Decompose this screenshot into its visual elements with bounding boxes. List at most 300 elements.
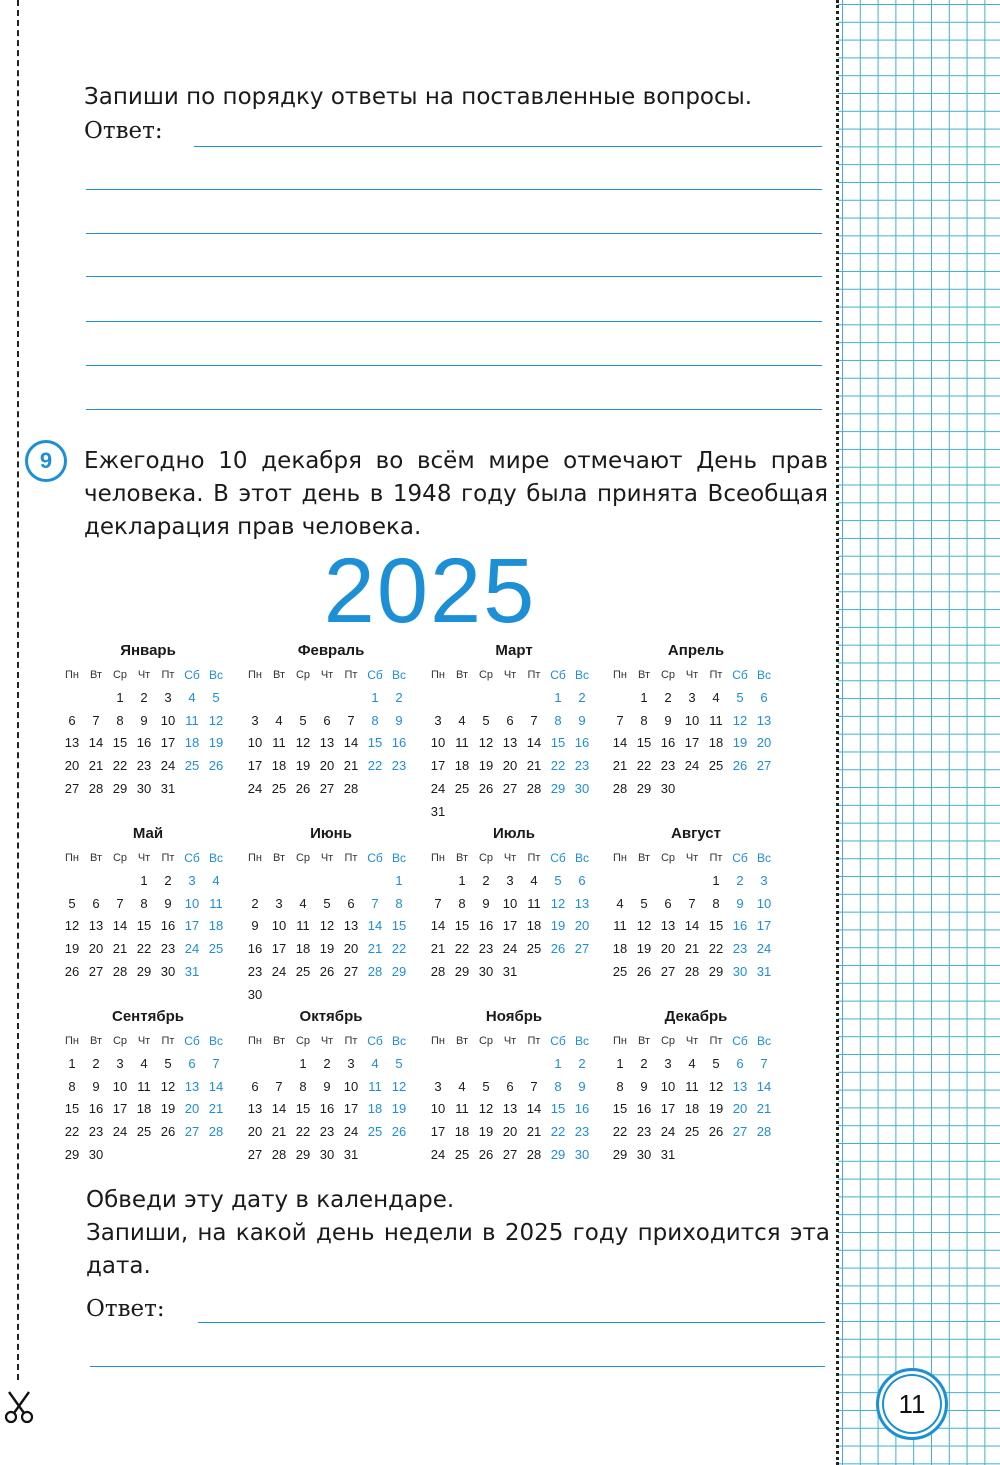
calendar-day[interactable]: 1: [616, 1055, 624, 1071]
calendar-day[interactable]: 9: [92, 1078, 100, 1094]
calendar-day[interactable]: 5: [299, 712, 307, 728]
calendar-day[interactable]: 17: [684, 735, 700, 751]
calendar-day[interactable]: 8: [640, 712, 648, 728]
calendar-day[interactable]: 13: [502, 735, 518, 751]
calendar-day[interactable]: 8: [299, 1078, 307, 1094]
calendar-day[interactable]: 5: [164, 1055, 172, 1071]
calendar-day[interactable]: 5: [323, 895, 331, 911]
calendar-day[interactable]: 30: [88, 1146, 104, 1162]
calendar-day[interactable]: 8: [458, 895, 466, 911]
calendar-day[interactable]: 2: [578, 689, 586, 705]
calendar-day[interactable]: 28: [88, 780, 104, 796]
calendar-day[interactable]: 22: [550, 1124, 566, 1140]
calendar-day[interactable]: 13: [88, 918, 104, 934]
calendar-day[interactable]: 3: [434, 712, 442, 728]
calendar-day[interactable]: 18: [454, 1124, 470, 1140]
calendar-day[interactable]: 30: [478, 963, 494, 979]
calendar-day[interactable]: 20: [184, 1101, 200, 1117]
calendar-day[interactable]: 1: [299, 1055, 307, 1071]
calendar-day[interactable]: 17: [271, 941, 287, 957]
calendar-day[interactable]: 1: [458, 872, 466, 888]
calendar-day[interactable]: 2: [92, 1055, 100, 1071]
calendar-day[interactable]: 26: [732, 758, 748, 774]
calendar-day[interactable]: 30: [160, 963, 176, 979]
task8-answer-line[interactable]: [86, 189, 822, 190]
calendar-day[interactable]: 23: [391, 758, 407, 774]
calendar-day[interactable]: 18: [208, 918, 224, 934]
calendar-day[interactable]: 21: [343, 758, 359, 774]
calendar-day[interactable]: 4: [616, 895, 624, 911]
calendar-day[interactable]: 17: [112, 1101, 128, 1117]
calendar-day[interactable]: 12: [391, 1078, 407, 1094]
calendar-day[interactable]: 28: [526, 1146, 542, 1162]
calendar-day[interactable]: 6: [664, 895, 672, 911]
calendar-day[interactable]: 28: [430, 963, 446, 979]
calendar-day[interactable]: 28: [343, 780, 359, 796]
calendar-day[interactable]: 6: [68, 712, 76, 728]
calendar-day[interactable]: 1: [116, 689, 124, 705]
calendar-day[interactable]: 31: [502, 963, 518, 979]
calendar-day[interactable]: 11: [137, 1078, 151, 1094]
calendar-day[interactable]: 11: [368, 1078, 382, 1094]
calendar-day[interactable]: 29: [136, 963, 152, 979]
calendar-day[interactable]: 22: [367, 758, 383, 774]
calendar-day[interactable]: 18: [184, 735, 200, 751]
calendar-day[interactable]: 8: [712, 895, 720, 911]
task8-answer-line[interactable]: [86, 321, 822, 322]
calendar-day[interactable]: 25: [208, 941, 224, 957]
calendar-day[interactable]: 10: [502, 895, 518, 911]
calendar-day[interactable]: 5: [554, 872, 562, 888]
calendar-day[interactable]: 16: [574, 735, 590, 751]
calendar-day[interactable]: 12: [732, 712, 748, 728]
calendar-day[interactable]: 9: [395, 712, 403, 728]
calendar-day[interactable]: 31: [660, 1146, 676, 1162]
calendar-day[interactable]: 29: [454, 963, 470, 979]
calendar-day[interactable]: 5: [395, 1055, 403, 1071]
calendar-day[interactable]: 18: [295, 941, 311, 957]
calendar-day[interactable]: 21: [526, 758, 542, 774]
calendar-day[interactable]: 17: [247, 758, 263, 774]
task8-answer-line[interactable]: [194, 146, 822, 147]
calendar-day[interactable]: 22: [454, 941, 470, 957]
calendar-day[interactable]: 14: [756, 1078, 772, 1094]
calendar-day[interactable]: 13: [184, 1078, 200, 1094]
calendar-day[interactable]: 26: [64, 963, 80, 979]
calendar-day[interactable]: 29: [550, 1146, 566, 1162]
calendar-day[interactable]: 11: [185, 712, 199, 728]
calendar-day[interactable]: 11: [209, 895, 223, 911]
calendar-day[interactable]: 17: [430, 758, 446, 774]
calendar-day[interactable]: 25: [612, 963, 628, 979]
calendar-day[interactable]: 13: [64, 735, 80, 751]
calendar-day[interactable]: 9: [640, 1078, 648, 1094]
calendar-day[interactable]: 18: [367, 1101, 383, 1117]
calendar-day[interactable]: 13: [756, 712, 772, 728]
calendar-day[interactable]: 6: [578, 872, 586, 888]
calendar-day[interactable]: 31: [430, 803, 446, 819]
calendar-day[interactable]: 19: [708, 1101, 724, 1117]
calendar-day[interactable]: 5: [640, 895, 648, 911]
calendar-day[interactable]: 8: [616, 1078, 624, 1094]
calendar-day[interactable]: 2: [140, 689, 148, 705]
calendar-day[interactable]: 18: [526, 918, 542, 934]
calendar-day[interactable]: 20: [756, 735, 772, 751]
calendar-day[interactable]: 2: [323, 1055, 331, 1071]
calendar-day[interactable]: 9: [664, 712, 672, 728]
calendar-day[interactable]: 9: [736, 895, 744, 911]
calendar-day[interactable]: 11: [455, 735, 469, 751]
calendar-day[interactable]: 22: [391, 941, 407, 957]
calendar-day[interactable]: 24: [430, 780, 446, 796]
calendar-day[interactable]: 24: [756, 941, 772, 957]
calendar-day[interactable]: 29: [64, 1146, 80, 1162]
calendar-day[interactable]: 16: [478, 918, 494, 934]
calendar-day[interactable]: 12: [160, 1078, 176, 1094]
calendar-day[interactable]: 28: [684, 963, 700, 979]
calendar-day[interactable]: 1: [395, 872, 403, 888]
calendar-day[interactable]: 9: [164, 895, 172, 911]
calendar-day[interactable]: 4: [275, 712, 283, 728]
calendar-day[interactable]: 20: [574, 918, 590, 934]
calendar-day[interactable]: 12: [208, 712, 224, 728]
calendar-day[interactable]: 18: [708, 735, 724, 751]
calendar-day[interactable]: 8: [554, 1078, 562, 1094]
calendar-day[interactable]: 13: [343, 918, 359, 934]
calendar-day[interactable]: 18: [271, 758, 287, 774]
calendar-day[interactable]: 5: [736, 689, 744, 705]
calendar-day[interactable]: 11: [613, 918, 627, 934]
calendar-day[interactable]: 30: [636, 1146, 652, 1162]
calendar-day[interactable]: 14: [526, 1101, 542, 1117]
calendar-day[interactable]: 16: [636, 1101, 652, 1117]
calendar-day[interactable]: 3: [188, 872, 196, 888]
task9-answer-line[interactable]: [90, 1366, 825, 1367]
calendar-day[interactable]: 17: [660, 1101, 676, 1117]
calendar-day[interactable]: 4: [530, 872, 538, 888]
calendar-day[interactable]: 19: [636, 941, 652, 957]
calendar-day[interactable]: 23: [160, 941, 176, 957]
calendar-day[interactable]: 10: [160, 712, 176, 728]
calendar-day[interactable]: 1: [712, 872, 720, 888]
calendar-day[interactable]: 21: [112, 941, 128, 957]
calendar-day[interactable]: 14: [112, 918, 128, 934]
calendar-day[interactable]: 23: [136, 758, 152, 774]
calendar-day[interactable]: 6: [760, 689, 768, 705]
calendar-day[interactable]: 12: [319, 918, 335, 934]
calendar-day[interactable]: 9: [482, 895, 490, 911]
calendar-day[interactable]: 1: [371, 689, 379, 705]
calendar-day[interactable]: 14: [343, 735, 359, 751]
calendar-day[interactable]: 24: [271, 963, 287, 979]
calendar-day[interactable]: 7: [688, 895, 696, 911]
calendar-day[interactable]: 30: [574, 1146, 590, 1162]
calendar-day[interactable]: 22: [550, 758, 566, 774]
calendar-day[interactable]: 13: [574, 895, 590, 911]
calendar-day[interactable]: 27: [88, 963, 104, 979]
calendar-day[interactable]: 19: [295, 758, 311, 774]
calendar-day[interactable]: 2: [395, 689, 403, 705]
calendar-day[interactable]: 26: [636, 963, 652, 979]
calendar-day[interactable]: 13: [247, 1101, 263, 1117]
calendar-day[interactable]: 26: [550, 941, 566, 957]
calendar-day[interactable]: 14: [208, 1078, 224, 1094]
calendar-day[interactable]: 7: [434, 895, 442, 911]
calendar-day[interactable]: 16: [160, 918, 176, 934]
calendar-day[interactable]: 10: [247, 735, 263, 751]
calendar-day[interactable]: 10: [271, 918, 287, 934]
calendar-day[interactable]: 12: [64, 918, 80, 934]
calendar-day[interactable]: 24: [184, 941, 200, 957]
calendar-day[interactable]: 10: [430, 735, 446, 751]
calendar-day[interactable]: 19: [160, 1101, 176, 1117]
calendar-day[interactable]: 21: [430, 941, 446, 957]
calendar-day[interactable]: 20: [732, 1101, 748, 1117]
calendar-day[interactable]: 6: [506, 1078, 514, 1094]
calendar-day[interactable]: 10: [184, 895, 200, 911]
calendar-day[interactable]: 18: [612, 941, 628, 957]
calendar-day[interactable]: 9: [578, 1078, 586, 1094]
calendar-day[interactable]: 19: [208, 735, 224, 751]
calendar-day[interactable]: 23: [636, 1124, 652, 1140]
calendar-day[interactable]: 20: [343, 941, 359, 957]
calendar-day[interactable]: 28: [271, 1146, 287, 1162]
calendar-day[interactable]: 26: [708, 1124, 724, 1140]
calendar-day[interactable]: 31: [756, 963, 772, 979]
calendar-day[interactable]: 27: [184, 1124, 200, 1140]
calendar-day[interactable]: 22: [612, 1124, 628, 1140]
calendar-day[interactable]: 29: [550, 780, 566, 796]
calendar-day[interactable]: 4: [212, 872, 220, 888]
calendar-day[interactable]: 12: [478, 1101, 494, 1117]
calendar-day[interactable]: 12: [636, 918, 652, 934]
calendar-day[interactable]: 25: [708, 758, 724, 774]
calendar-day[interactable]: 2: [251, 895, 259, 911]
calendar-day[interactable]: 7: [275, 1078, 283, 1094]
calendar-day[interactable]: 26: [295, 780, 311, 796]
calendar-day[interactable]: 10: [112, 1078, 128, 1094]
calendar-day[interactable]: 6: [736, 1055, 744, 1071]
calendar-day[interactable]: 23: [88, 1124, 104, 1140]
calendar-day[interactable]: 29: [295, 1146, 311, 1162]
calendar-day[interactable]: 21: [367, 941, 383, 957]
calendar-day[interactable]: 7: [371, 895, 379, 911]
calendar-day[interactable]: 24: [502, 941, 518, 957]
calendar-day[interactable]: 17: [502, 918, 518, 934]
calendar-day[interactable]: 1: [554, 689, 562, 705]
calendar-day[interactable]: 18: [454, 758, 470, 774]
task9-answer-line[interactable]: [198, 1322, 825, 1323]
calendar-day[interactable]: 26: [208, 758, 224, 774]
calendar-day[interactable]: 5: [482, 712, 490, 728]
calendar-day[interactable]: 14: [367, 918, 383, 934]
calendar-day[interactable]: 18: [136, 1101, 152, 1117]
calendar-day[interactable]: 30: [247, 986, 263, 1002]
calendar-day[interactable]: 29: [708, 963, 724, 979]
calendar-day[interactable]: 3: [116, 1055, 124, 1071]
calendar-day[interactable]: 11: [709, 712, 723, 728]
calendar-day[interactable]: 22: [112, 758, 128, 774]
calendar-day[interactable]: 15: [636, 735, 652, 751]
calendar-day[interactable]: 9: [323, 1078, 331, 1094]
calendar-day[interactable]: 23: [247, 963, 263, 979]
calendar-day[interactable]: 31: [184, 963, 200, 979]
calendar-day[interactable]: 22: [636, 758, 652, 774]
calendar-day[interactable]: 25: [271, 780, 287, 796]
calendar-day[interactable]: 28: [208, 1124, 224, 1140]
calendar-day[interactable]: 24: [247, 780, 263, 796]
calendar-day[interactable]: 28: [112, 963, 128, 979]
calendar-day[interactable]: 25: [184, 758, 200, 774]
calendar-day[interactable]: 23: [732, 941, 748, 957]
calendar-day[interactable]: 31: [160, 780, 176, 796]
calendar-day[interactable]: 3: [275, 895, 283, 911]
calendar-day[interactable]: 22: [64, 1124, 80, 1140]
calendar-day[interactable]: 14: [88, 735, 104, 751]
calendar-day[interactable]: 16: [88, 1101, 104, 1117]
calendar-day[interactable]: 19: [732, 735, 748, 751]
calendar-day[interactable]: 9: [251, 918, 259, 934]
calendar-day[interactable]: 30: [319, 1146, 335, 1162]
calendar-day[interactable]: 21: [526, 1124, 542, 1140]
calendar-day[interactable]: 24: [112, 1124, 128, 1140]
calendar-day[interactable]: 8: [395, 895, 403, 911]
calendar-day[interactable]: 8: [68, 1078, 76, 1094]
calendar-day[interactable]: 26: [478, 1146, 494, 1162]
calendar-day[interactable]: 13: [732, 1078, 748, 1094]
calendar-day[interactable]: 7: [616, 712, 624, 728]
calendar-day[interactable]: 22: [708, 941, 724, 957]
calendar-day[interactable]: 30: [136, 780, 152, 796]
calendar-day[interactable]: 30: [660, 780, 676, 796]
calendar-day[interactable]: 4: [140, 1055, 148, 1071]
calendar-day[interactable]: 26: [478, 780, 494, 796]
calendar-day[interactable]: 30: [732, 963, 748, 979]
calendar-day[interactable]: 2: [164, 872, 172, 888]
calendar-day[interactable]: 19: [319, 941, 335, 957]
calendar-day[interactable]: 10: [684, 712, 700, 728]
calendar-day[interactable]: 6: [92, 895, 100, 911]
calendar-day[interactable]: 23: [574, 758, 590, 774]
calendar-day[interactable]: 9: [140, 712, 148, 728]
calendar-day[interactable]: 5: [68, 895, 76, 911]
calendar-day[interactable]: 2: [640, 1055, 648, 1071]
calendar-day[interactable]: 10: [430, 1101, 446, 1117]
calendar-day[interactable]: 3: [506, 872, 514, 888]
calendar-day[interactable]: 8: [116, 712, 124, 728]
calendar-day[interactable]: 27: [502, 1146, 518, 1162]
calendar-day[interactable]: 13: [319, 735, 335, 751]
calendar-day[interactable]: 30: [574, 780, 590, 796]
calendar-day[interactable]: 7: [116, 895, 124, 911]
calendar-day[interactable]: 16: [391, 735, 407, 751]
calendar-day[interactable]: 27: [502, 780, 518, 796]
calendar-day[interactable]: 21: [271, 1124, 287, 1140]
calendar-day[interactable]: 20: [64, 758, 80, 774]
calendar-day[interactable]: 14: [612, 735, 628, 751]
calendar-day[interactable]: 25: [684, 1124, 700, 1140]
calendar-day[interactable]: 18: [684, 1101, 700, 1117]
calendar-day[interactable]: 26: [319, 963, 335, 979]
calendar-day[interactable]: 22: [136, 941, 152, 957]
calendar-day[interactable]: 12: [550, 895, 566, 911]
calendar-day[interactable]: 20: [502, 1124, 518, 1140]
calendar-day[interactable]: 19: [478, 1124, 494, 1140]
calendar-day[interactable]: 25: [454, 780, 470, 796]
calendar-day[interactable]: 15: [295, 1101, 311, 1117]
calendar-day[interactable]: 27: [343, 963, 359, 979]
calendar-day[interactable]: 27: [319, 780, 335, 796]
calendar-day[interactable]: 29: [636, 780, 652, 796]
task8-answer-line[interactable]: [86, 276, 822, 277]
calendar-day[interactable]: 28: [526, 780, 542, 796]
calendar-day[interactable]: 10: [343, 1078, 359, 1094]
task8-answer-line[interactable]: [86, 409, 822, 410]
calendar-day[interactable]: 14: [526, 735, 542, 751]
calendar-day[interactable]: 12: [295, 735, 311, 751]
calendar-day[interactable]: 27: [64, 780, 80, 796]
calendar-day[interactable]: 24: [160, 758, 176, 774]
calendar-day[interactable]: 27: [660, 963, 676, 979]
calendar-day[interactable]: 27: [247, 1146, 263, 1162]
calendar-day[interactable]: 16: [319, 1101, 335, 1117]
calendar-day[interactable]: 2: [664, 689, 672, 705]
calendar-day[interactable]: 4: [188, 689, 196, 705]
calendar-day[interactable]: 27: [574, 941, 590, 957]
calendar-day[interactable]: 6: [347, 895, 355, 911]
calendar-day[interactable]: 19: [391, 1101, 407, 1117]
calendar-day[interactable]: 25: [367, 1124, 383, 1140]
calendar-day[interactable]: 3: [164, 689, 172, 705]
calendar-day[interactable]: 19: [478, 758, 494, 774]
calendar-day[interactable]: 26: [391, 1124, 407, 1140]
calendar-day[interactable]: 5: [482, 1078, 490, 1094]
calendar-day[interactable]: 27: [756, 758, 772, 774]
calendar-day[interactable]: 28: [367, 963, 383, 979]
calendar-day[interactable]: 4: [458, 1078, 466, 1094]
calendar-day[interactable]: 1: [68, 1055, 76, 1071]
calendar-day[interactable]: 25: [295, 963, 311, 979]
calendar-day[interactable]: 24: [684, 758, 700, 774]
calendar-day[interactable]: 4: [688, 1055, 696, 1071]
calendar-day[interactable]: 13: [660, 918, 676, 934]
calendar-day[interactable]: 21: [612, 758, 628, 774]
calendar-day[interactable]: 14: [430, 918, 446, 934]
task8-answer-line[interactable]: [86, 233, 822, 234]
calendar-day[interactable]: 6: [323, 712, 331, 728]
calendar-day[interactable]: 6: [251, 1078, 259, 1094]
calendar-day[interactable]: 1: [554, 1055, 562, 1071]
calendar-day[interactable]: 21: [208, 1101, 224, 1117]
calendar-day[interactable]: 23: [319, 1124, 335, 1140]
calendar-day[interactable]: 19: [550, 918, 566, 934]
calendar-day[interactable]: 27: [732, 1124, 748, 1140]
calendar-day[interactable]: 21: [684, 941, 700, 957]
calendar-day[interactable]: 15: [64, 1101, 80, 1117]
calendar-day[interactable]: 2: [736, 872, 744, 888]
calendar-day[interactable]: 14: [684, 918, 700, 934]
calendar-day[interactable]: 2: [482, 872, 490, 888]
calendar-day[interactable]: 15: [708, 918, 724, 934]
calendar-day[interactable]: 24: [430, 1146, 446, 1162]
calendar-day[interactable]: 28: [756, 1124, 772, 1140]
calendar-day[interactable]: 7: [530, 712, 538, 728]
calendar-day[interactable]: 23: [660, 758, 676, 774]
calendar-day[interactable]: 16: [574, 1101, 590, 1117]
calendar-day[interactable]: 6: [188, 1055, 196, 1071]
calendar-day[interactable]: 22: [295, 1124, 311, 1140]
calendar-day[interactable]: 11: [272, 735, 286, 751]
